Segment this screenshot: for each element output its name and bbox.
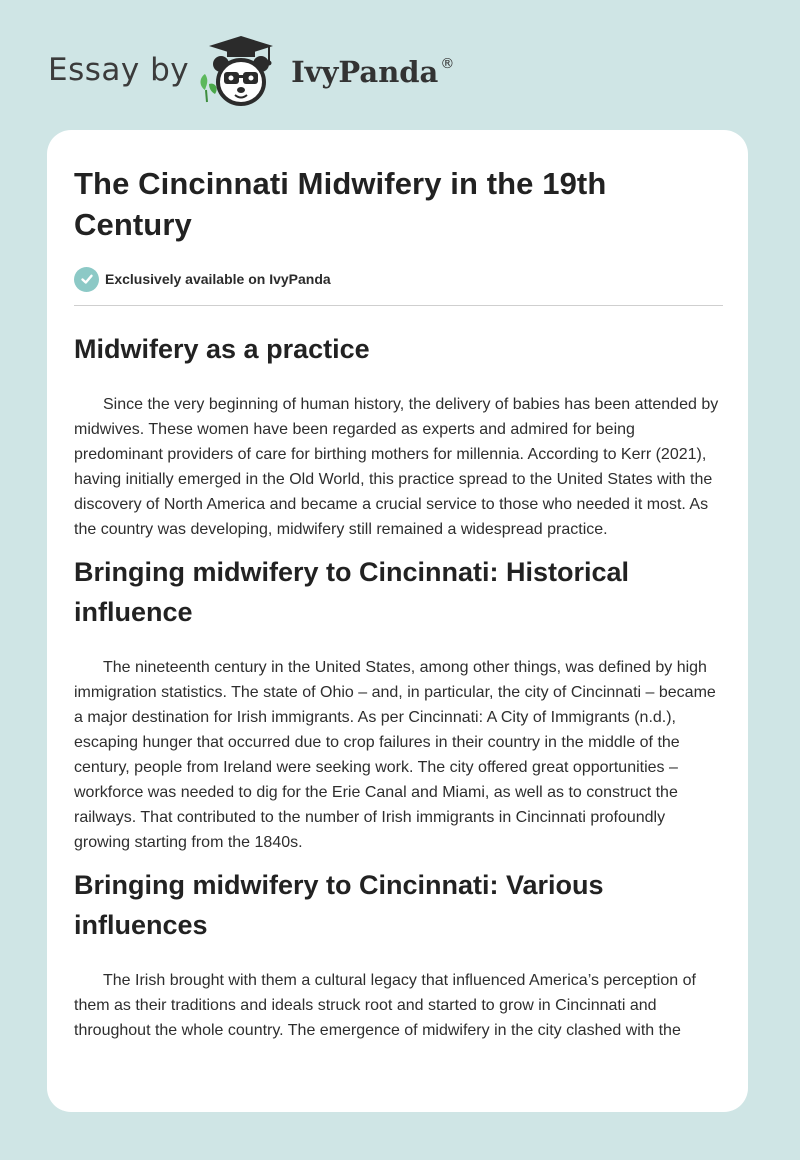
logo-prefix: Essay by — [48, 52, 190, 88]
site-header — [0, 0, 800, 120]
panda-mascot-icon — [195, 34, 287, 110]
badge-text: Exclusively available on IvyPanda — [105, 271, 331, 287]
article-card — [47, 130, 748, 1112]
ivy-leaf-icon — [201, 74, 217, 102]
section-heading: Bringing midwifery to Cincinnati: Various influences — [74, 870, 604, 940]
check-icon — [74, 267, 99, 292]
section-paragraph: The nineteenth century in the United States, among other things, was defined by high immigration statistics. The state of Ohio – and, in particular, the city of Cincinnati – became a major destination for Irish immigrants. As per Cincinnati: A City of Immigrants (n.d.), escaping hunger that occurred due to crop failures in their country in the middle of the century, people from Ireland were seeking work. The city offered great opportunities – workforce was needed to dig for the Erie Canal and Miami, as well as to construct the railways. That contributed to the number of Irish immigrants in Cincinnati profoundly growing starting from the 1840s. — [74, 659, 716, 851]
article-title: The Cincinnati Midwifery in the 19th Century — [74, 166, 607, 242]
exclusive-badge — [74, 265, 721, 293]
section-paragraph: Since the very beginning of human history, the delivery of babies has been attended by midwives. These women have been regarded as experts and admired for being predominant providers of care for birthing mothers for millennia. According to Kerr (2021), having initially emerged in the Old World, this practice spread to the United States with the discovery of North America and became a crucial service to those who needed it most. As the country was developing, midwifery still remained a widespread practice. — [74, 396, 719, 538]
section-heading: Midwifery as a practice — [74, 334, 370, 364]
section-paragraph: The Irish brought with them a cultural legacy that influenced America’s perception of them as their traditions and ideals struck root and started to grow in Cincinnati and throughout the whole country. The emergence of midwifery in the city clashed with the — [74, 972, 696, 1039]
section-heading: Bringing midwifery to Cincinnati: Historical influence — [74, 557, 630, 627]
ivypanda-logo[interactable] — [48, 34, 454, 110]
title-divider — [74, 305, 723, 306]
logo-brand: IvyPanda — [291, 55, 439, 89]
logo-registered-mark: ® — [440, 56, 455, 72]
